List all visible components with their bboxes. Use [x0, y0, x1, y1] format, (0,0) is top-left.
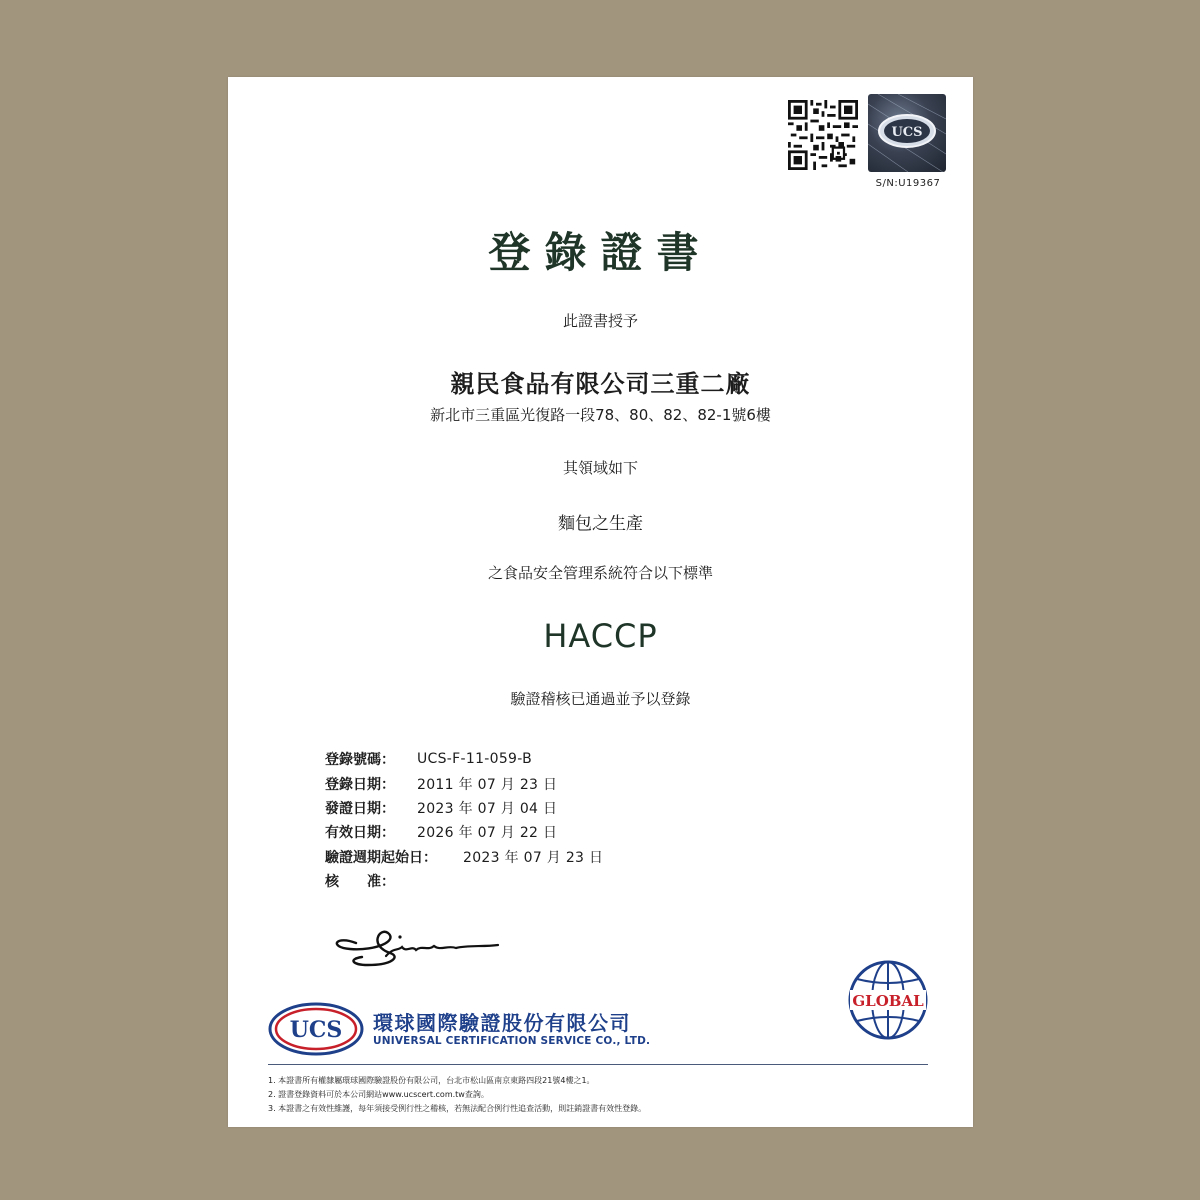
detail-value: 2011 年 07 月 23 日 [417, 776, 558, 793]
detail-label: 驗證週期起始日： [325, 849, 437, 866]
granted-to-text: 此證書授予 [562, 312, 638, 330]
passed-statement: 驗證稽核已通過並予以登錄 [510, 690, 691, 708]
issuer-name-english: UNIVERSAL CERTIFICATION SERVICE CO., LTD. [373, 1035, 651, 1047]
ucs-logo-icon [268, 1002, 364, 1056]
certificate-paper [228, 77, 973, 1127]
certificate-details [325, 747, 603, 893]
ucs-hologram-icon [868, 94, 946, 172]
footer-note: 2. 證書登錄資料可於本公司網站www.ucscert.com.tw查詢。 [268, 1090, 489, 1099]
detail-value: 2023 年 07 月 23 日 [463, 849, 604, 866]
svg-text:UCS: UCS [289, 1017, 343, 1043]
svg-text:UCS: UCS [891, 125, 923, 140]
detail-label: 登錄號碼： [325, 752, 395, 769]
serial-number: S/N:U19367 [875, 178, 941, 189]
detail-label: 發證日期： [325, 800, 395, 817]
detail-row-issue-date [325, 796, 603, 820]
detail-row-expiry-date [325, 820, 603, 844]
footer-divider [268, 1064, 928, 1065]
footer-notes [268, 1074, 646, 1116]
company-name: 親民食品有限公司三重二廠 [450, 370, 751, 398]
footer-note: 3. 本證書之有效性維護，每年須接受例行性之稽核，若無法配合例行性追查活動，則註銷證書有效性登錄。 [268, 1104, 647, 1113]
qr-code-icon [788, 100, 858, 170]
hologram-seal [868, 94, 946, 172]
standard-name: HACCP [543, 617, 658, 655]
detail-label: 有效日期： [325, 825, 395, 842]
global-logo-icon [847, 959, 929, 1041]
footer-note: 1. 本證書所有權隸屬環球國際驗證股份有限公司，台北市松山區南京東路四段21號4樓之1。 [268, 1076, 595, 1085]
detail-value: 2023 年 07 月 04 日 [417, 800, 558, 817]
signature-icon [328, 923, 508, 973]
detail-value: UCS-F-11-059-B [417, 751, 533, 768]
certificate-title: 登錄證書 [488, 228, 713, 277]
detail-row-approval [325, 869, 603, 893]
detail-label: 核 准： [325, 874, 395, 891]
detail-row-cycle-start-date [325, 845, 603, 869]
scope-text: 麵包之生產 [558, 514, 643, 534]
detail-value: 2026 年 07 月 22 日 [417, 825, 558, 842]
system-statement: 之食品安全管理系統符合以下標準 [487, 564, 713, 582]
svg-text:GLOBAL: GLOBAL [852, 992, 924, 1010]
detail-row-registration-date [325, 771, 603, 795]
detail-label: 登錄日期： [325, 776, 395, 793]
company-address: 新北市三重區光復路一段78、80、82、82-1號6樓 [430, 406, 771, 424]
scope-intro-text: 其領域如下 [562, 459, 638, 477]
issuer-name-chinese: 環球國際驗證股份有限公司 [373, 1011, 631, 1035]
detail-row-registration-number [325, 747, 603, 771]
